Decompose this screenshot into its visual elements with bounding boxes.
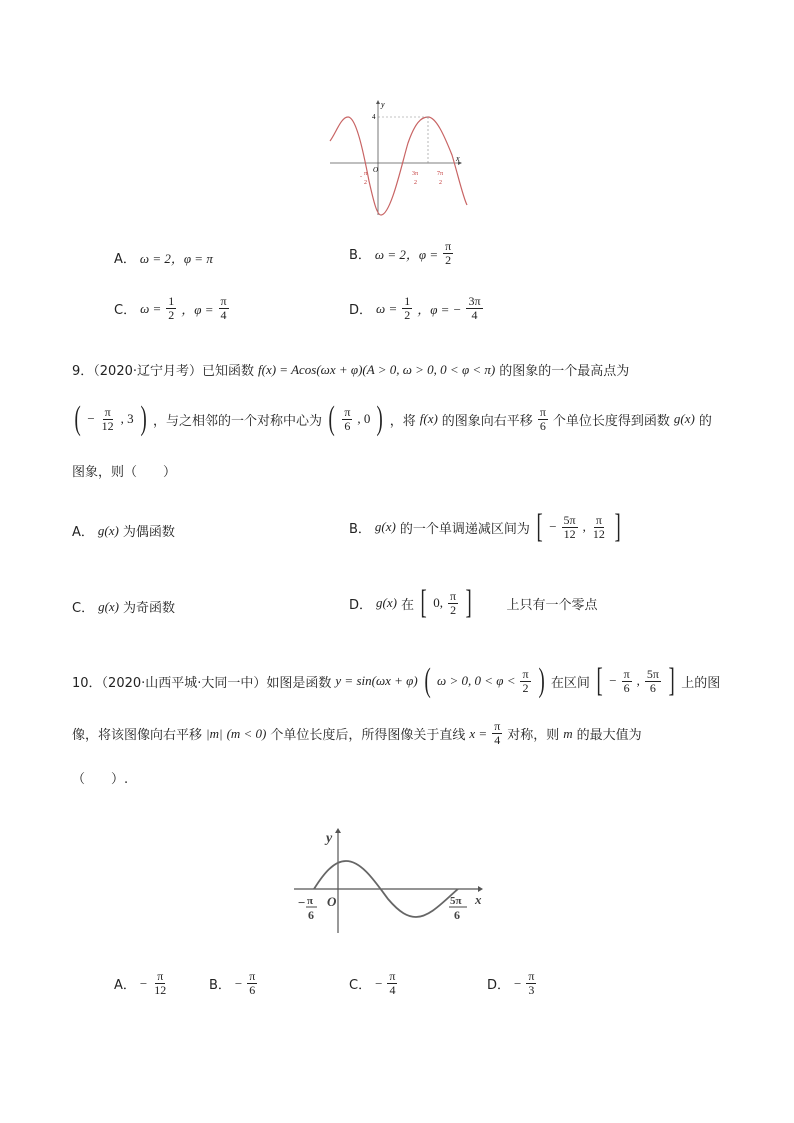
tick-neg-sign: -: [360, 174, 362, 180]
q9-option-d[interactable]: [349, 586, 597, 620]
q8-option-d-mid: ，φ = −: [417, 302, 462, 317]
y-axis-arrow: [376, 100, 380, 104]
y-axis-arrow: [335, 828, 341, 833]
q10-condition: ω > 0, 0 < φ <: [437, 673, 516, 688]
q10-option-a[interactable]: [114, 970, 169, 997]
q8-option-b-fraction: $\frac{\pi}{2}$: [445, 239, 452, 267]
q10-option-c[interactable]: [349, 970, 398, 997]
q10-option-d-sign: −: [514, 975, 522, 991]
q9-option-a-g: g(x): [97, 522, 119, 538]
q10-int-sign: −: [609, 673, 617, 688]
q8-option-d-fraction-2: $\frac{3\pi}{4}$: [468, 294, 481, 322]
q9-text-e: 的: [698, 413, 712, 429]
q9-pt1-close-paren: ): [140, 400, 147, 437]
q9-pt1-fraction: $\frac{\pi}{12}$: [101, 404, 114, 433]
q10-option-d-letter: D．: [487, 978, 511, 993]
y-axis-label: y: [326, 831, 333, 846]
q9-suffix: 的图象的一个最高点为: [499, 364, 630, 379]
left-tick-num: π: [307, 895, 314, 907]
q10-m-cond: (m < 0): [226, 725, 267, 741]
q9-pt2-open-paren: (: [328, 400, 335, 437]
q10-line-1: [72, 664, 720, 698]
q10-text-a: 像，将该图像向右平移: [72, 728, 203, 743]
q8-option-c-omega: ω =: [140, 300, 162, 316]
q8-option-c-fraction-2: $\frac{\pi}{4}$: [220, 294, 227, 322]
q9-option-b-close-bracket: ]: [614, 508, 621, 545]
q10-int-fraction-2: $\frac{5\pi}{6}$: [646, 666, 659, 695]
q9-option-d-fraction: $\frac{\pi}{2}$: [450, 588, 457, 617]
q10-int-comma: ,: [636, 673, 640, 688]
q9-option-b-sign: −: [549, 519, 557, 534]
sine-graph-2: [290, 825, 490, 937]
q10-line-3: （ ）.: [72, 772, 129, 787]
q9-f: f(x): [419, 411, 438, 426]
q10-option-a-sign: −: [139, 975, 148, 991]
q8-option-b-text: ω = 2，φ =: [374, 247, 439, 262]
origin-label: O: [373, 166, 379, 174]
q10-line-x: x =: [469, 725, 488, 741]
tick-right-num: 7π: [437, 171, 444, 177]
q9-pt1-sign: −: [87, 411, 95, 426]
q9-prefix: 9．（2020·辽宁月考）已知函数: [72, 364, 254, 379]
q8-option-c-letter: C．: [114, 303, 137, 318]
q10-option-b-sign: −: [234, 975, 243, 991]
tick-mid-den: 2: [414, 180, 417, 186]
peak-label: 4: [372, 113, 376, 121]
q8-option-a-text: ω = 2，φ = π: [139, 251, 213, 266]
q9-line-2: [72, 402, 712, 436]
q8-option-d[interactable]: [349, 295, 484, 322]
q9-option-b[interactable]: [349, 510, 623, 544]
q9-option-c-letter: C．: [72, 601, 95, 616]
q8-option-c-mid: ，φ =: [181, 302, 214, 317]
q9-option-d-in: 在: [400, 597, 414, 613]
q9-option-b-letter: B．: [349, 521, 371, 537]
q10-line-fraction: $\frac{\pi}{4}$: [494, 719, 501, 747]
q10-option-c-letter: C．: [349, 978, 372, 993]
x-axis-label: x: [475, 892, 482, 907]
q10-cond-close-paren: ): [538, 662, 545, 699]
q9-text-a: ，与之相邻的一个对称中心为: [153, 413, 323, 429]
origin-label: O: [327, 894, 337, 909]
q10-text-d: 的最大值为: [576, 728, 642, 743]
q8-option-b-letter: B．: [349, 248, 371, 263]
q10-int-open-bracket: [: [596, 662, 603, 699]
q9-line-3: 图象，则（ ）: [72, 465, 177, 480]
q10-int-fraction-1: $\frac{\pi}{6}$: [623, 666, 630, 695]
q10-suffix: 上的图: [681, 675, 721, 691]
q9-option-a[interactable]: [72, 521, 175, 540]
q10-option-b[interactable]: [209, 970, 258, 997]
left-tick-den: 6: [308, 908, 314, 922]
q9-option-d-text: 上只有一个零点: [506, 597, 598, 613]
q9-option-a-letter: A．: [72, 525, 94, 540]
tick-mid-num: 3π: [412, 171, 419, 177]
q9-text-d: 个单位长度得到函数: [552, 413, 670, 429]
q9-option-a-text: 为偶函数: [122, 525, 175, 540]
q8-option-a-letter: A．: [114, 252, 136, 267]
q9-option-b-text: 的一个单调递减区间为: [399, 521, 530, 537]
q10-line-2: [72, 720, 642, 747]
q10-option-a-letter: A．: [114, 978, 136, 993]
q10-cond-fraction: $\frac{\pi}{2}$: [522, 666, 529, 695]
q10-option-c-fraction: $\frac{\pi}{4}$: [389, 969, 396, 997]
y-axis-label: y: [381, 100, 385, 109]
q10-in-interval: 在区间: [550, 675, 590, 691]
q9-option-c-g: g(x): [98, 598, 120, 614]
tick-neg-num: π: [364, 171, 368, 177]
x-axis-label: x: [456, 154, 460, 163]
q10-int-close-bracket: ]: [668, 662, 675, 699]
q8-option-b[interactable]: [349, 240, 454, 267]
q10-option-c-sign: −: [375, 975, 383, 991]
q9-option-d-zero: 0,: [433, 595, 444, 610]
sine-curve: [330, 117, 467, 215]
q9-pt2-tail: , 0: [357, 411, 371, 426]
q9-shift-fraction: $\frac{\pi}{6}$: [539, 404, 546, 433]
q10-option-d[interactable]: [487, 970, 537, 997]
q8-option-d-letter: D．: [349, 303, 373, 318]
q8-option-c[interactable]: [114, 295, 230, 322]
q8-option-d-fraction-1: $\frac{1}{2}$: [404, 294, 411, 322]
q9-pt1-open-paren: (: [74, 400, 81, 437]
q9-option-d-open-bracket: [: [420, 584, 427, 621]
q10-option-b-fraction: $\frac{\pi}{6}$: [249, 969, 256, 997]
q10-function: y = sin(ωx + φ): [335, 673, 418, 688]
sine-graph-1: [325, 95, 475, 220]
q9-option-b-fraction-2: $\frac{\pi}{12}$: [592, 512, 605, 541]
q9-function: f(x) = Acos(ωx + φ)(A > 0, ω > 0, 0 < φ < π): [258, 361, 496, 377]
q9-option-c-text: 为奇函数: [123, 601, 176, 616]
q9-g: g(x): [673, 411, 695, 426]
q10-m: m: [563, 725, 573, 741]
q10-option-d-fraction: $\frac{\pi}{3}$: [528, 969, 535, 997]
q9-text-c: 的图象向右平移: [441, 413, 533, 429]
q8-option-a[interactable]: [114, 248, 213, 267]
q9-option-d-letter: D．: [349, 597, 373, 613]
q9-option-d-g: g(x): [376, 595, 397, 610]
q10-cond-open-paren: (: [424, 662, 431, 699]
q9-pt2-close-paren: ): [376, 400, 384, 437]
q10-option-a-fraction: $\frac{\pi}{12}$: [154, 969, 167, 997]
q9-pt1-tail: , 3: [120, 411, 134, 426]
q9-option-b-g: g(x): [374, 519, 396, 534]
right-tick-den: 6: [454, 908, 460, 922]
q9-option-b-comma: ,: [582, 519, 586, 534]
q9-option-d-close-bracket: ]: [465, 584, 472, 621]
right-tick-num: 5π: [450, 895, 462, 907]
q9-option-c[interactable]: [72, 597, 175, 616]
tick-neg-den: 2: [364, 180, 367, 186]
q9-option-b-fraction-1: $\frac{5\pi}{12}$: [563, 512, 576, 541]
q9-pt2-fraction: $\frac{\pi}{6}$: [344, 404, 351, 433]
q10-text-b: 个单位长度后，所得图像关于直线: [270, 728, 466, 743]
left-tick-sign: −: [298, 895, 306, 910]
q9-text-b: ，将: [389, 413, 416, 429]
q10-m-abs: |m|: [206, 725, 223, 741]
q8-option-c-fraction-1: $\frac{1}{2}$: [168, 294, 175, 322]
q9-line-1: [72, 360, 629, 379]
tick-right-den: 2: [439, 180, 442, 186]
q10-prefix: 10．（2020·山西平城·大同一中）如图是函数: [72, 675, 332, 691]
q10-option-b-letter: B．: [209, 978, 231, 993]
q9-option-b-open-bracket: [: [536, 508, 543, 545]
q8-option-d-omega: ω =: [376, 300, 398, 316]
q10-text-c: 对称，则: [507, 728, 560, 743]
